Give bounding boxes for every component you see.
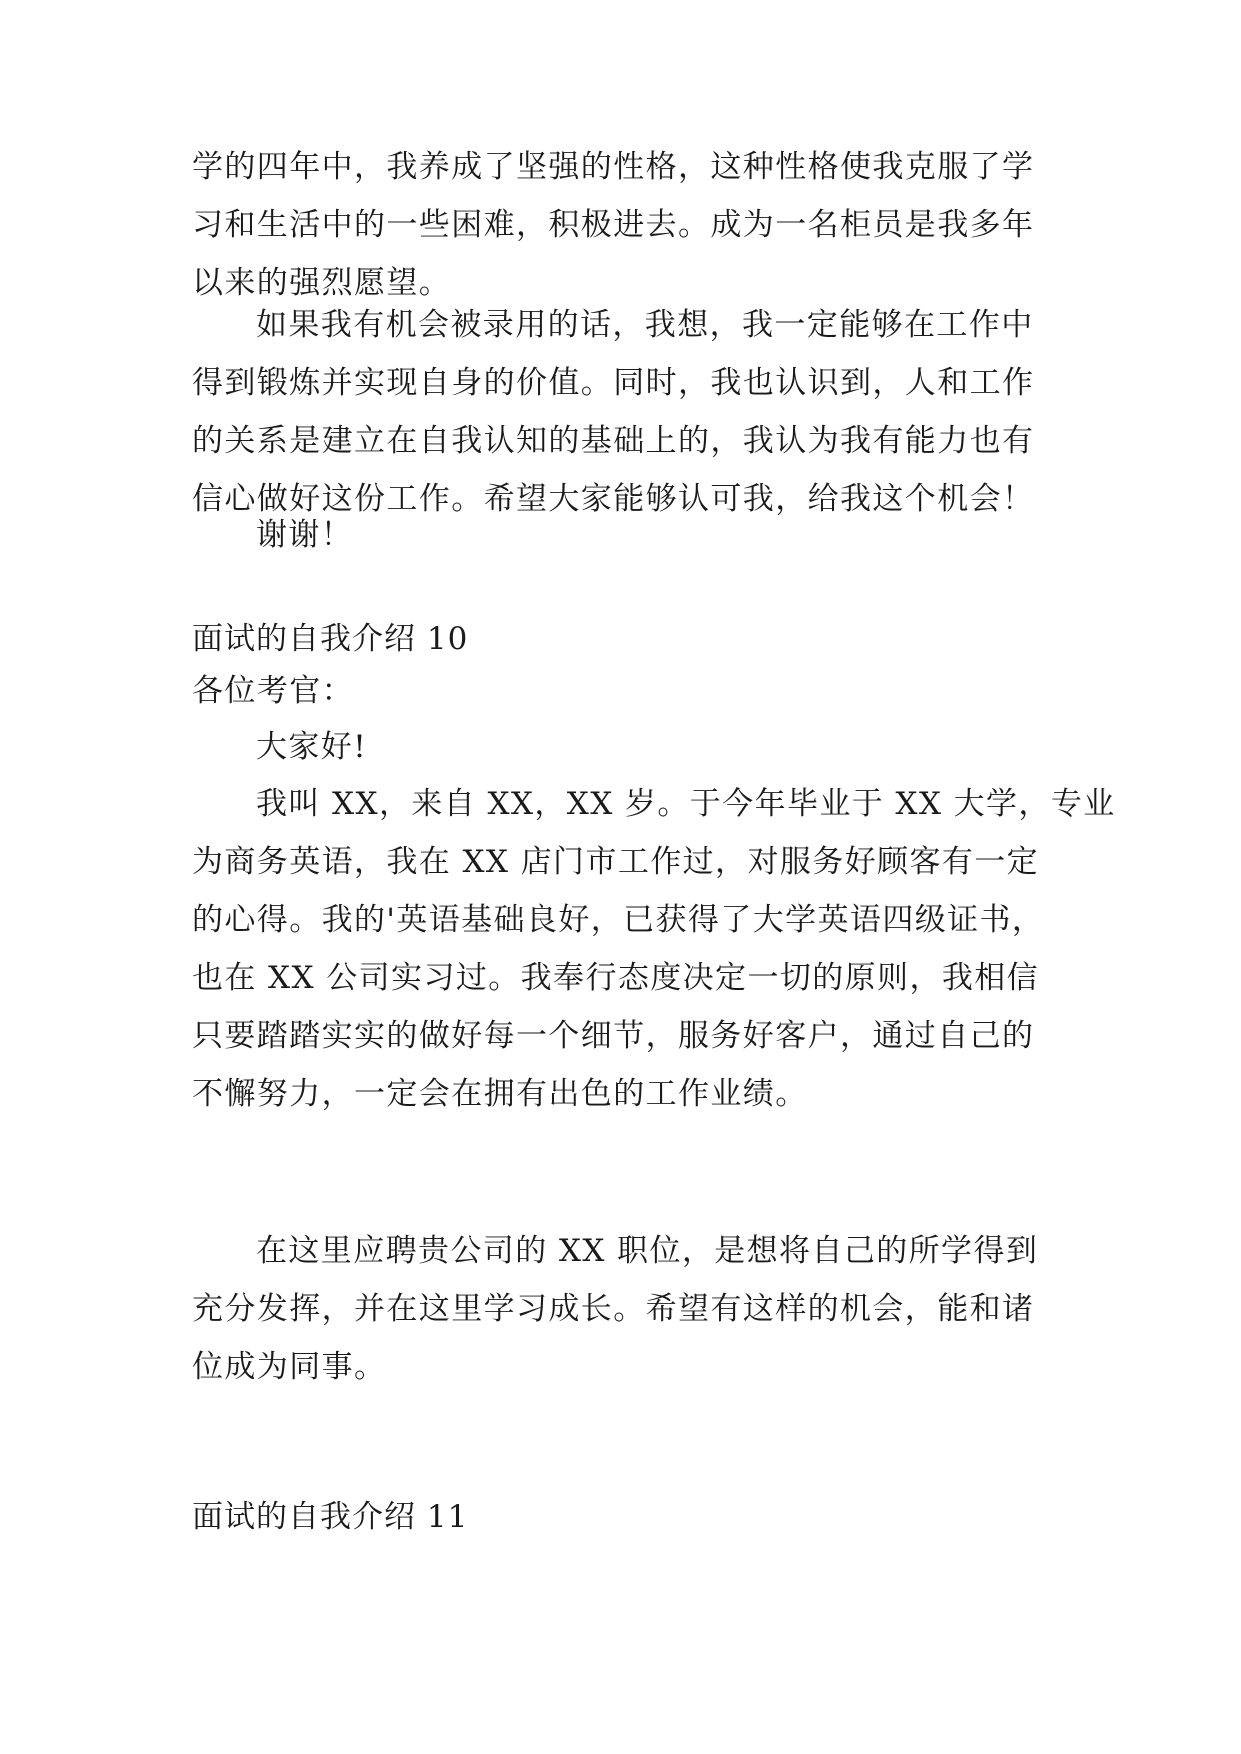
paragraph-character	[192, 138, 1052, 312]
thanks-text: 谢谢！	[256, 517, 354, 553]
paragraph-line: 信心做好这份工作。希望大家能够认可我，给我这个机会！	[192, 481, 1035, 517]
greeting-text: 大家好!	[256, 729, 368, 765]
paragraph-line: 不懈努力，一定会在拥有出色的工作业绩。	[192, 1076, 808, 1112]
paragraph-line: 学的四年中，我养成了坚强的性格，这种性格使我克服了学	[192, 149, 1035, 185]
paragraph-line: 的心得。我的'英语基础良好，已获得了大学英语四级证书，	[192, 902, 1045, 938]
paragraph-thanks	[192, 506, 1052, 564]
paragraph-line: 的关系是建立在自我认知的基础上的，我认为我有能力也有	[192, 423, 1035, 459]
paragraph-line: 得到锻炼并实现自身的价值。同时，我也认识到，人和工作	[192, 365, 1035, 401]
section-heading-10: 面试的自我介绍 10	[192, 621, 469, 657]
greeting	[192, 718, 1052, 776]
paragraph-line: 为商务英语，我在 XX 店门市工作过，对服务好顾客有一定	[192, 844, 1040, 880]
section-heading-11: 面试的自我介绍 11	[192, 1499, 469, 1535]
salutation-text: 各位考官：	[192, 673, 354, 709]
paragraph-line: 在这里应聘贵公司的 XX 职位，是想将自己的所学得到	[256, 1233, 1039, 1269]
paragraph-line: 也在 XX 公司实习过。我奉行态度决定一切的原则，我相信	[192, 960, 1040, 996]
paragraph-line: 我叫 XX，来自 XX，XX 岁。于今年毕业于 XX 大学，专业	[256, 786, 1116, 822]
paragraph-line: 习和生活中的一些困难，积极进去。成为一名柜员是我多年	[192, 207, 1035, 243]
paragraph-line: 充分发挥，并在这里学习成长。希望有这样的机会，能和诸	[192, 1291, 1035, 1327]
salutation	[192, 662, 1052, 720]
paragraph-line: 以来的强烈愿望。	[192, 265, 452, 301]
paragraph-hope	[192, 296, 1052, 528]
paragraph-introduction	[192, 775, 1116, 1123]
paragraph-line: 如果我有机会被录用的话，我想，我一定能够在工作中	[256, 307, 1034, 343]
paragraph-line: 位成为同事。	[192, 1349, 387, 1385]
paragraph-application	[192, 1222, 1052, 1396]
paragraph-line: 只要踏踏实实的做好每一个细节，服务好客户，通过自己的	[192, 1018, 1035, 1054]
